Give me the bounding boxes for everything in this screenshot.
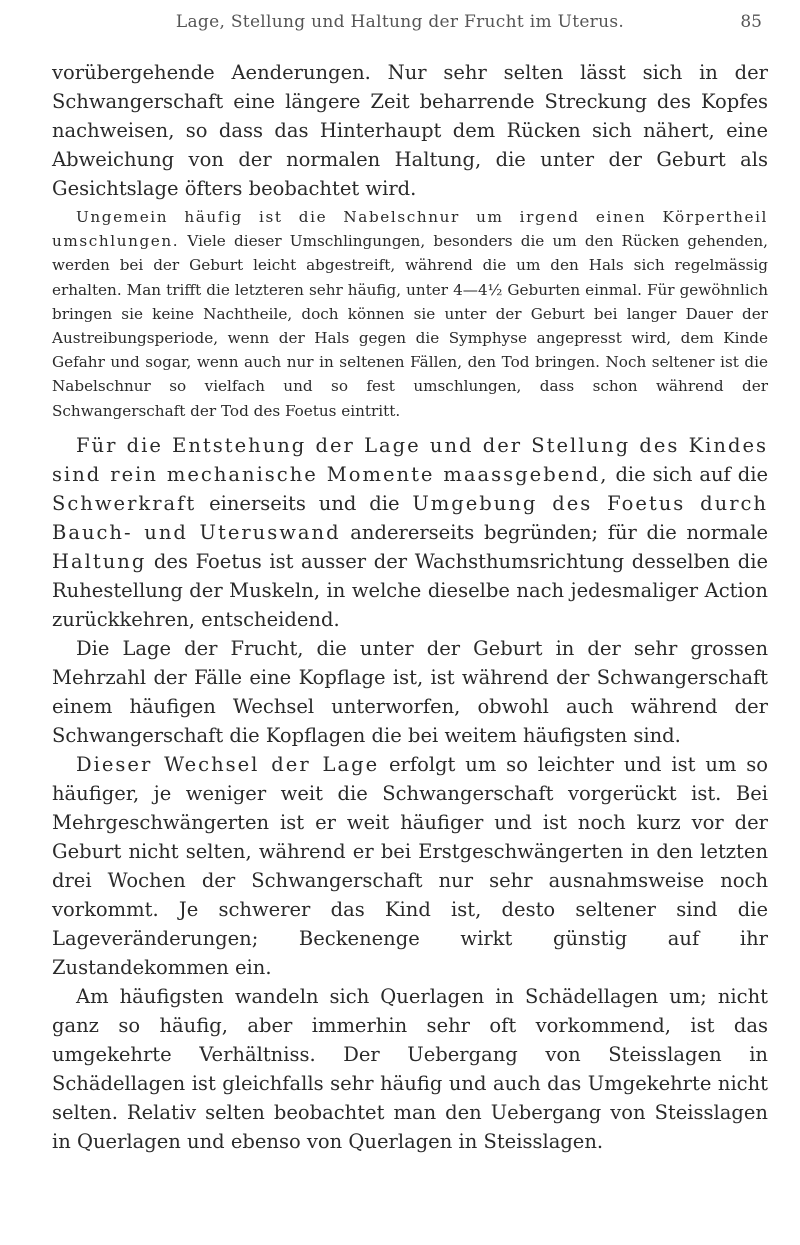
paragraph-3-emphasis-posture: Haltung <box>52 549 147 573</box>
paragraph-2 <box>52 205 768 423</box>
paragraph-4: Die Lage der Frucht, die unter der Geburt in der sehr grossen Mehrzahl der Fälle eine Kopflage ist, ist während der Schwangerschaft einem häufigen Wechsel unterworfen, obwohl auch während der Schwangerschaft die Kopflagen die bei weitem häufigsten sind. <box>52 636 768 747</box>
paragraph-5 <box>52 750 768 982</box>
paragraph-3-text-d: des Foetus ist ausser der Wachsthumsrichtung desselben die Ruhestellung der Muskeln, in welche dieselbe nach jedesmaliger Action zurückkehren, entscheidend. <box>52 549 768 631</box>
paragraph-1: vorübergehende Aenderungen. Nur sehr selten lässt sich in der Schwangerschaft eine längere Zeit beharrende Streckung des Kopfes nachweisen, so dass das Hinterhaupt dem Rücken sich nähert, eine Abweichung von der normalen Haltung, die unter der Geburt als Gesichtslage öfters beobachtet wird. <box>52 61 768 200</box>
paragraph-2-emphasis: Ungemein häufig ist die Nabelschnur um irgend einen Körpertheil umschlungen. <box>52 208 768 251</box>
paragraph-3-text-a: die sich auf die <box>608 462 768 486</box>
page-number: 85 <box>740 12 762 32</box>
paragraph-3-emphasis-gravity: Schwerkraft <box>52 491 197 515</box>
running-head <box>0 12 800 42</box>
paragraph-3-emphasis-surroundings: Umgebung des Foetus durch Bauch- und Uteruswand <box>52 491 768 544</box>
paragraph-3 <box>52 431 768 634</box>
paragraph-2-text: Viele dieser Umschlingungen, besonders die um den Rücken gehenden, werden bei der Geburt leicht abgestreift, während die um den Hals sich regelmässig erhalten. Man trifft die letzteren sehr häufig, unter 4—4½ Geburten einmal. Für gewöhnlich bringen sie keine Nachtheile, doch können sie unter der Geburt bei langer Dauer der Austreibungsperiode, wenn der Hals gegen die Symphyse angepresst wird, dem Kinde Gefahr und sogar, wenn auch nur in seltenen Fällen, den Tod bringen. Noch seltener ist die Nabelschnur so vielfach und so fest umschlungen, dass schon während der Schwangerschaft der Tod des Foetus eintritt. <box>52 232 768 420</box>
paragraph-5-text: erfolgt um so leichter und ist um so häufiger, je weniger weit die Schwangerschaft vorgerückt ist. Bei Mehrgeschwängerten ist er weit häufiger und ist noch kurz vor der Geburt nicht selten, während er bei Erstgeschwängerten in den letzten drei Wochen der Schwangerschaft nur sehr ausnahmsweise noch vorkommt. Je schwerer das Kind ist, desto seltener sind die Lageveränderungen; Beckenenge wirkt günstig auf ihr Zustandekommen ein. <box>52 752 768 979</box>
paragraph-6: Am häufigsten wandeln sich Querlagen in Schädellagen um; nicht ganz so häufig, aber immerhin sehr oft vorkommend, ist das umgekehrte Verhältniss. Der Uebergang von Steisslagen in Schädellagen ist gleichfalls sehr häufig und auch das Umgekehrte nicht selten. Relativ selten beobachtet man den Uebergang von Steisslagen in Querlagen und ebenso von Querlagen in Steisslagen. <box>52 984 768 1153</box>
paragraph-3-emphasis: Für die Entstehung der Lage und der Stellung des Kindes sind rein mechanische Momente maassgebend, <box>52 433 768 486</box>
running-title: Lage, Stellung und Haltung der Frucht im Uterus. <box>175 12 625 32</box>
paragraph-3-text-b: einerseits und die <box>196 491 413 515</box>
paragraph-3-text-c: andererseits begründen; für die normale <box>340 520 768 544</box>
body-text <box>52 58 768 1156</box>
paragraph-5-emphasis: Dieser Wechsel der Lage <box>76 752 380 776</box>
